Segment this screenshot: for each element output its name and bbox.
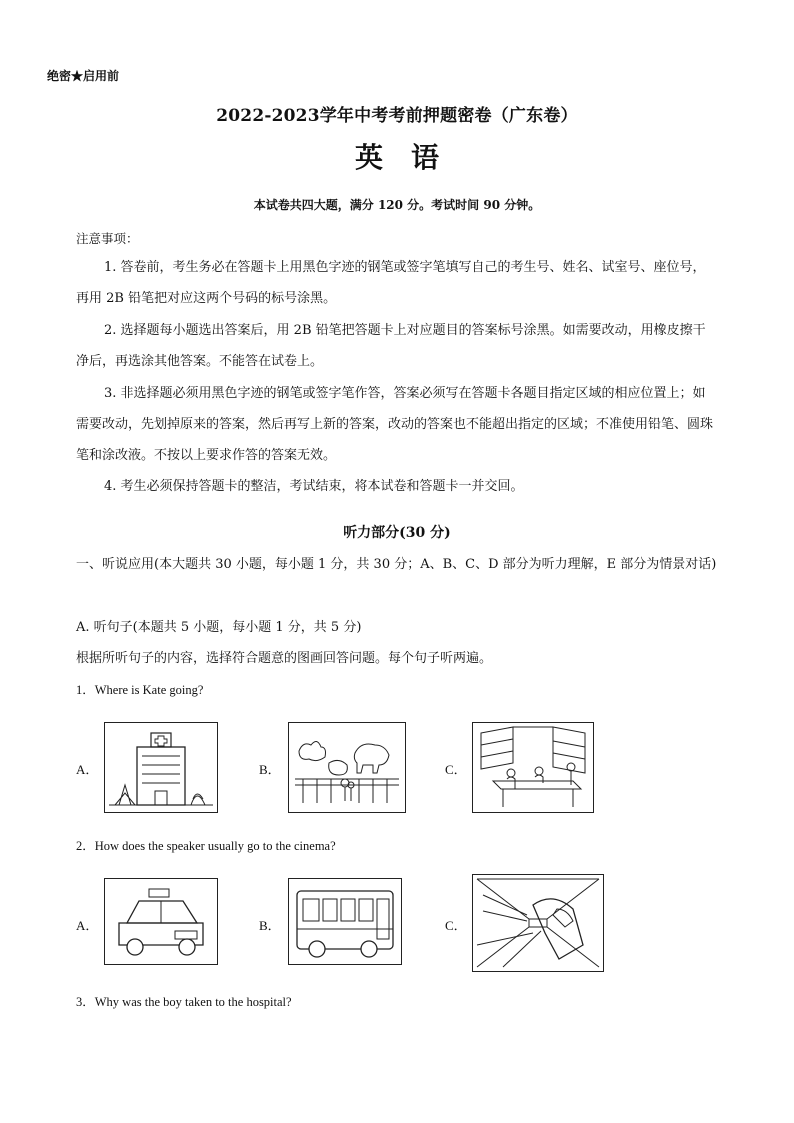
library-icon[interactable]: [472, 722, 594, 813]
q2-option-c-label[interactable]: C．: [445, 918, 467, 933]
subway-icon[interactable]: [472, 874, 604, 972]
zoo-icon[interactable]: [288, 722, 406, 813]
q2-option-a-label[interactable]: A．: [76, 918, 99, 933]
taxi-icon[interactable]: [104, 878, 218, 965]
confidential-label: 绝密★启用前: [47, 69, 120, 83]
q1-option-c-label[interactable]: C．: [445, 762, 467, 777]
q2-option-b-label[interactable]: B．: [259, 918, 281, 933]
q1-option-b-label[interactable]: B．: [259, 762, 281, 777]
question-1: 1．Where is Kate going?: [76, 683, 204, 697]
question-3: 3．Why was the boy taken to the hospital?: [76, 995, 292, 1009]
notice-title: 注意事项：: [76, 231, 139, 246]
notice-item-1: 1. 答卷前，考生务必在答题卡上用黑色字迹的钢笔或签字笔填写自己的考生号、姓名、试室号、座位号，再用 2B 铅笔把对应这两个号码的标号涂黑。: [76, 260, 706, 306]
part-a-title: A. 听句子(本题共 5 小题，每小题 1 分，共 5 分): [76, 620, 362, 635]
notice-item-4: 4. 考生必须保持答题卡的整洁，考试结束，将本试卷和答题卡一并交回。: [104, 479, 524, 494]
part-a-instruction: 根据所听句子的内容，选择符合题意的图画回答问题。每个句子听两遍。: [76, 651, 493, 666]
bus-icon[interactable]: [288, 878, 402, 965]
question-2: 2．How does the speaker usually go to the cinema?: [76, 839, 336, 853]
subject-title: 英语: [354, 141, 467, 174]
listening-intro: 一、听说应用(本大题共 30 小题，每小题 1 分，共 30 分；A、B、C、D 部分为听力理解，E 部分为情景对话): [76, 557, 717, 572]
exam-info: 本试卷共四大题，满分 120 分。考试时间 90 分钟。: [253, 198, 541, 212]
exam-title: 2022-2023学年中考考前押题密卷（广东卷）: [216, 106, 578, 126]
listening-section-title: 听力部分(30 分): [343, 525, 451, 541]
notice-item-2: 2. 选择题每小题选出答案后，用 2B 铅笔把答题卡上对应题目的答案标号涂黑。如需要改动，用橡皮擦干净后，再选涂其他答案。不能答在试卷上。: [76, 323, 706, 369]
q1-option-a-label[interactable]: A．: [76, 762, 99, 777]
notice-item-3: 3. 非选择题必须用黑色字迹的钢笔或签字笔作答，答案必须写在答题卡各题目指定区域的相应位置上；如需要改动，先划掉原来的答案，然后再写上新的答案，改动的答案也不能超出指定的区域；不准使用铅笔、圆珠笔和涂改液。不按以上要求作答的答案无效。: [76, 386, 714, 463]
hospital-icon[interactable]: [104, 722, 218, 813]
